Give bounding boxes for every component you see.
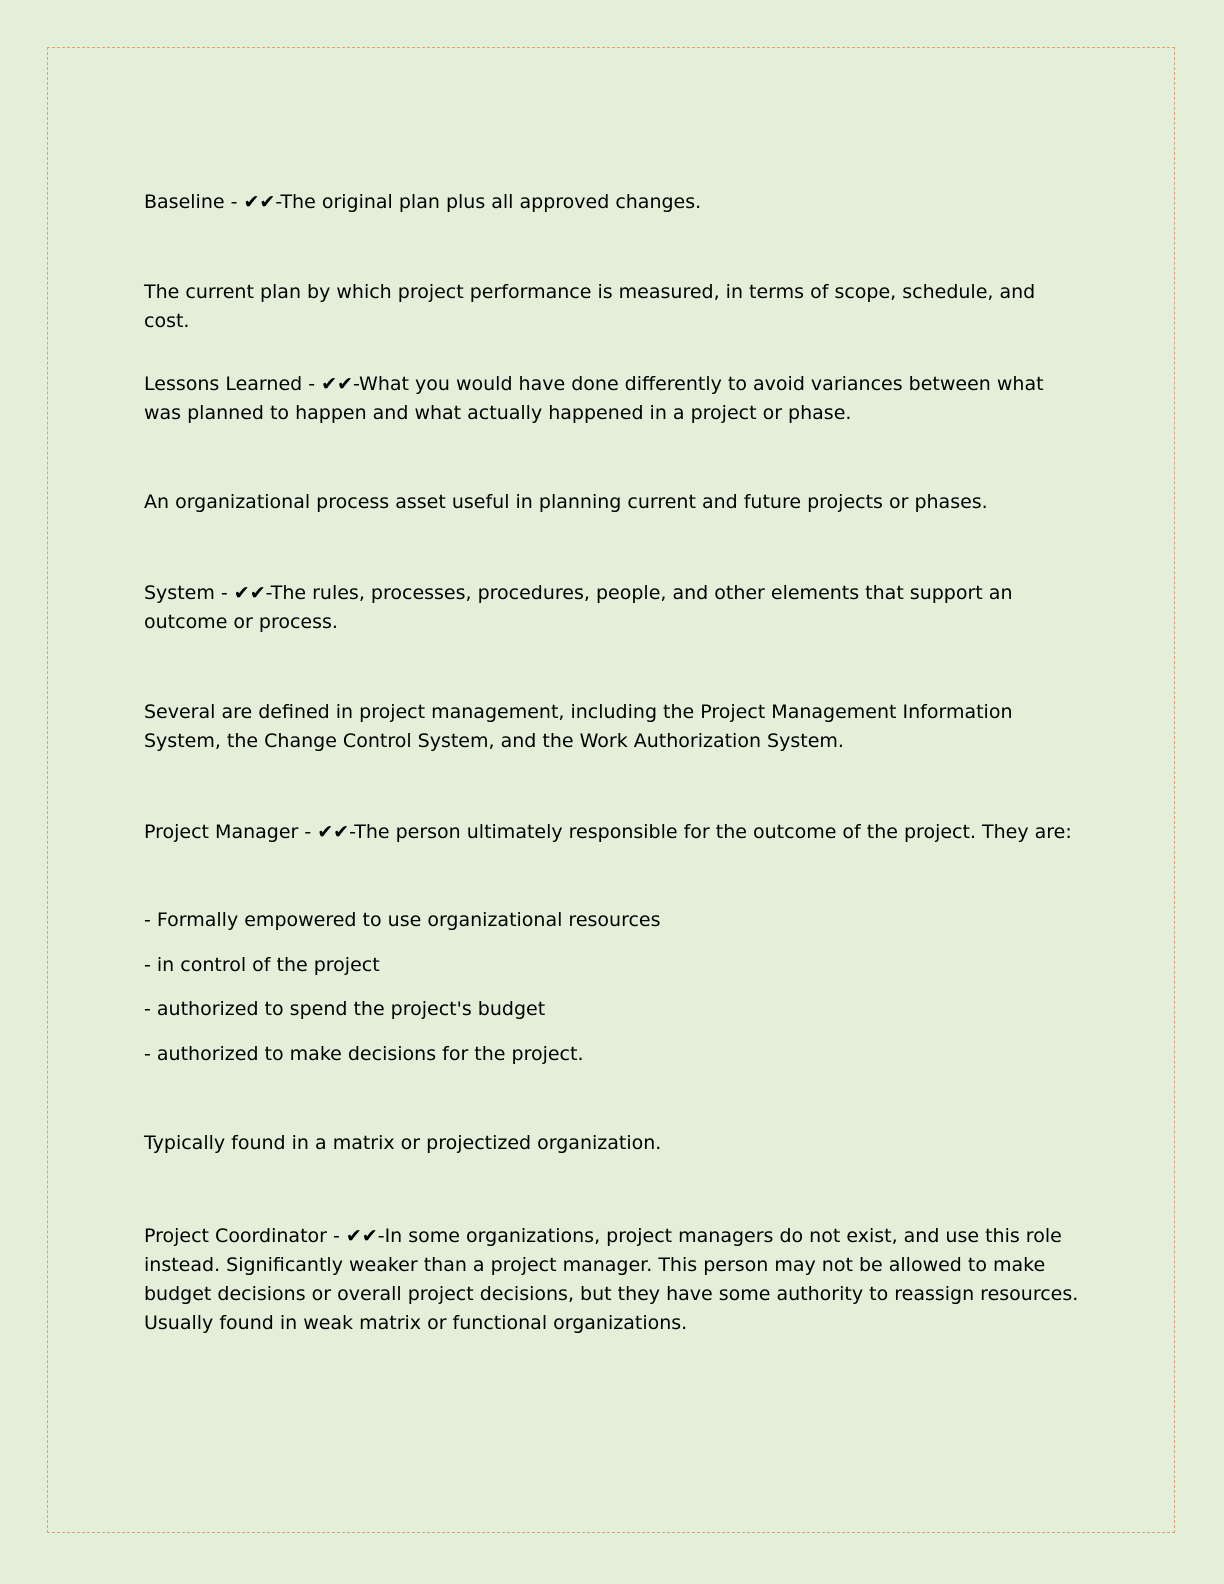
paragraph-project-manager: Project Manager - ✔✔-The person ultimately responsible for the outcome of the project. They are: [144, 821, 1072, 843]
paragraph-project-manager-detail: Typically found in a matrix or projectized organization. [144, 1132, 662, 1154]
paragraph-system-detail: Several are defined in project management, including the Project Management Information System, the Change Control System, and the Work Authorization System. [144, 701, 1013, 752]
paragraph-baseline-detail: The current plan by which project performance is measured, in terms of scope, schedule, and cost. [144, 281, 1036, 332]
list-item: - authorized to spend the project's budget [144, 998, 546, 1020]
list-item: - Formally empowered to use organizational resources [144, 909, 661, 931]
paragraph-project-coordinator: Project Coordinator - ✔✔-In some organizations, project managers do not exist, and use this role instead. Significantly weaker than a project manager. This person may not be allowed to make budget decisions or overall project decisions, but they have some authority to reassign resources. Usually found in weak matrix or functional organizations. [144, 1225, 1079, 1334]
paragraph-lessons-learned-detail: An organizational process asset useful in planning current and future projects or phases. [144, 491, 988, 513]
paragraph-system: System - ✔✔-The rules, processes, procedures, people, and other elements that support an outcome or process. [144, 582, 1013, 633]
list-item: - authorized to make decisions for the project. [144, 1043, 584, 1065]
paragraph-baseline: Baseline - ✔✔-The original plan plus all approved changes. [144, 191, 702, 213]
list-item: - in control of the project [144, 954, 380, 976]
paragraph-lessons-learned: Lessons Learned - ✔✔-What you would have done differently to avoid variances between what was planned to happen and what actually happened in a project or phase. [144, 373, 1044, 424]
